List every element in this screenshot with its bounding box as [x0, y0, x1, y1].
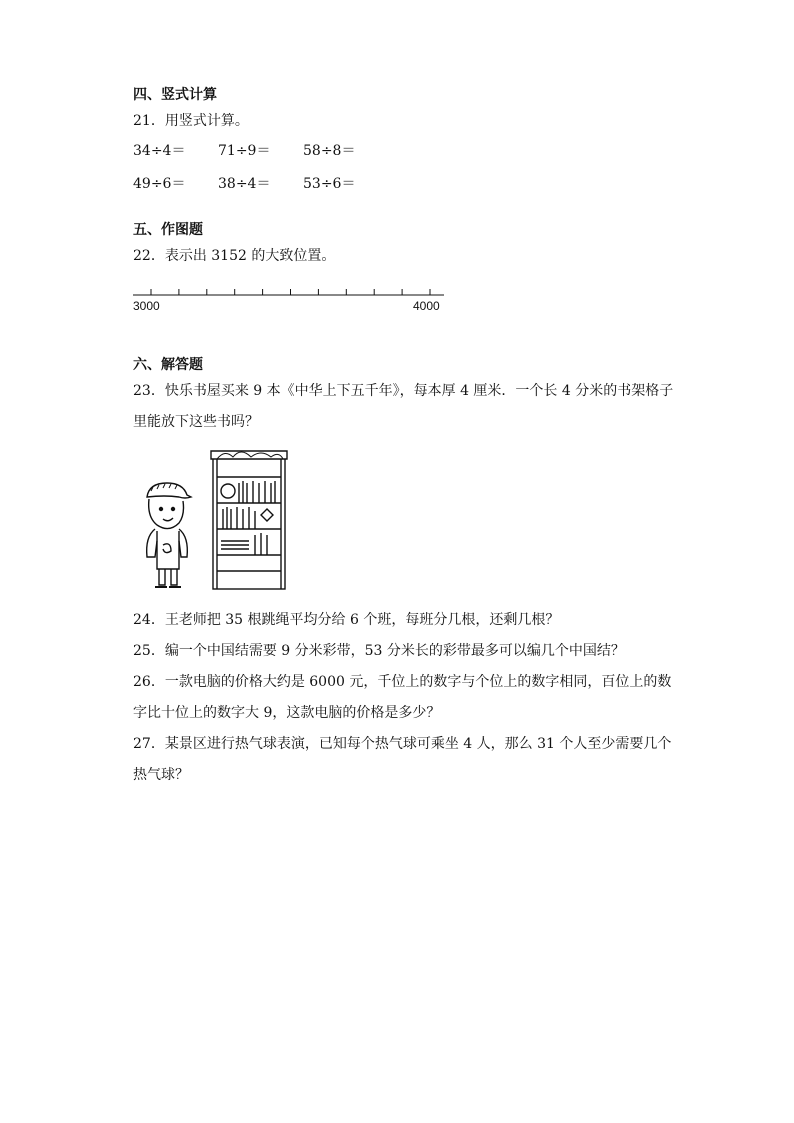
calc-item: 58÷8＝ — [303, 143, 356, 159]
boy-and-bookshelf-illustration — [135, 445, 295, 593]
calc-item: 71÷9＝ — [218, 143, 271, 159]
number-line — [130, 282, 450, 318]
question-22-prompt: 22．表示出 3152 的大致位置。 — [133, 248, 336, 264]
section-heading-drawing: 五、作图题 — [133, 222, 203, 238]
bookshelf — [211, 451, 287, 589]
question-23-line2: 里能放下这些书吗？ — [133, 414, 259, 430]
question-27-line2: 热气球？ — [133, 767, 189, 783]
boy-figure — [147, 483, 191, 587]
calc-item: 34÷4＝ — [133, 143, 186, 159]
question-26-line2: 字比十位上的数字大 9，这款电脑的价格是多少？ — [133, 705, 441, 721]
question-25: 25．编一个中国结需要 9 分米彩带，53 分米长的彩带最多可以编几个中国结？ — [133, 643, 625, 659]
calc-item: 49÷6＝ — [133, 176, 186, 192]
number-line-ticks — [151, 289, 430, 295]
section-heading-problem-solving: 六、解答题 — [133, 357, 203, 373]
section-heading-vertical-calculation: 四、竖式计算 — [133, 87, 217, 103]
calc-item: 38÷4＝ — [218, 176, 271, 192]
question-23-line1: 23．快乐书屋买来 9 本《中华上下五千年》，每本厚 4 厘米．一个长 4 分米的书架格子 — [133, 383, 674, 399]
question-26-line1: 26．一款电脑的价格大约是 6000 元，千位上的数字与个位上的数字相同，百位上的数 — [133, 674, 672, 690]
question-21-prompt: 21．用竖式计算。 — [133, 113, 249, 129]
question-27-line1: 27．某景区进行热气球表演，已知每个热气球可乘坐 4 人，那么 31 个人至少需要几个 — [133, 736, 672, 752]
calc-item: 53÷6＝ — [303, 176, 356, 192]
number-line-start-label: 3000 — [133, 299, 160, 313]
question-24: 24．王老师把 35 根跳绳平均分给 6 个班，每班分几根，还剩几根？ — [133, 612, 560, 628]
number-line-end-label: 4000 — [413, 299, 440, 313]
